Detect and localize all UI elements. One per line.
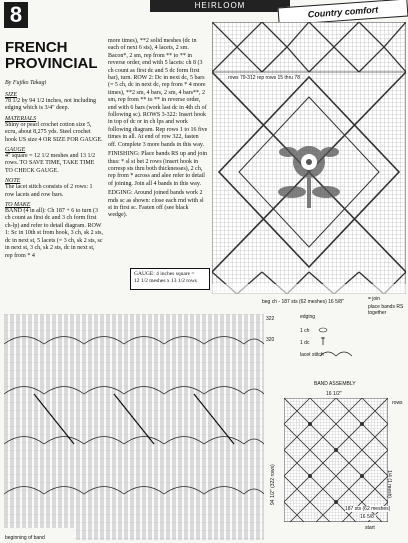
- to-make-heading: TO MAKE: [5, 202, 31, 209]
- instructions-column-2: [108, 38, 208, 220]
- beginning-chain-label: beg ch - 187 sts (62 meshes) 16 5/8": [262, 299, 344, 305]
- join-label: = join: [368, 296, 381, 302]
- rows-repeat-label: rows 79-312 rep rows 15 thru 78: [228, 75, 300, 81]
- rows-label: rows: [392, 400, 403, 406]
- assembly-height-label: 94 1/2" (322 rows): [270, 464, 276, 505]
- size-heading: SIZE: [5, 92, 17, 98]
- gauge-box-line-2: 12 1/2 meshes x 13 1/2 rows: [134, 278, 197, 284]
- section-tag: Country comfort: [278, 0, 408, 26]
- gauge-box: [130, 268, 210, 290]
- filet-chart-main: [212, 22, 406, 294]
- start-label: start: [365, 525, 375, 531]
- assembly-bottom-ref: 16 5/8": [360, 514, 376, 520]
- row-320-label: 320: [266, 337, 275, 343]
- materials-heading: MATERIALS: [5, 115, 37, 122]
- gauge-text: 4" square = 12 1/2 meshes and 13 1/2 rows. TO SAVE TIME, TAKE TIME TO CHECK GAUGE.: [5, 153, 96, 174]
- legend-lacet: lacet stitch: [300, 352, 324, 358]
- row-322-label: 322: [266, 316, 275, 322]
- assembly-bottom-width: 187 sts (62 meshes): [345, 506, 391, 512]
- legend-double-crochet: 1 dc: [300, 340, 310, 346]
- edging-label: edging: [300, 314, 316, 320]
- instructions-column-1: [5, 92, 103, 260]
- finishing-text: FINISHING: Place bands RS up and join thus: * sl st bet 2 rows (insert hook in corresp sts thru both thicknesses), 2 ch, rep from * across and alee refer to detail of joining. Join all 4 bands in this way.: [108, 151, 207, 187]
- top-banner: HEIRLOOM: [150, 0, 290, 12]
- gauge-heading: GAUGE: [5, 147, 26, 154]
- beginning-of-band-label: beginning of band: [5, 535, 45, 541]
- pattern-title: FRENCH PROVINCIAL: [5, 39, 98, 72]
- column-fraction-label: 1/4 (1 mesh): [386, 470, 392, 499]
- place-bands-label: place bands RS together: [368, 304, 404, 316]
- gauge-box-line-1: GAUGE: 4 inches square =: [134, 271, 195, 277]
- size-text: 78 1/2 by 94 1/2 inches, not including edging which is 3/4" deep.: [5, 98, 96, 112]
- materials-text: Shiny or pearl crochet cotton size 5, ecru, about 8,275 yds. Steel crochet hook US size 4 OR SIZE FOR GAUGE.: [5, 121, 103, 143]
- byline: By Fujiko Takagi: [5, 80, 47, 86]
- note-text: The lacet stitch consists of 2 rows: 1 row lacets and row bars.: [5, 184, 93, 198]
- page-number: 8: [4, 2, 28, 28]
- band-rows-text: more times), **2 solid meshes (dc in each of next 6 sts), 4 lacets, 2 sm. Bacon*, 2 sm, rep from ** to ** in reverse order, end with 5 lacets: ch 8 (3 ch count as first dc and 5 dc form first bar), turn. ROW 2: Dc in next dc, 5 bars (= 5 ch, dc in next dc, rep from * 4 more times), **2 sm, 4 bars, 2 sm, 4 bars**, 2 sm, rep from ** to ** in reverse order, end with 6 bars (work last dc in 4th ch of following sc). ROWS 3-322: Insert hook in top of dc or in ch lps and work following diagram. Rep rows 1 to 16 five times in all. At end of row 322, fasten off. Complete 3 more bands in this way.: [108, 38, 208, 148]
- edging-text: EDGING: Around joined bands work 2 rnds sc as shown: close each rnd with sl st in first sc. Fasten off (see black wedge).: [108, 190, 204, 219]
- band-assembly-title: BAND ASSEMBLY: [314, 381, 356, 387]
- detail-stitch-diagram: [4, 314, 264, 540]
- to-make-text: BAND (4 in all): Ch 187 + 6 to turn (3 ch count as first dc and 3 ch form first ch-lp) and refer to detail diagram. ROW 1: Sc in 10th st from hook, 3 ch, sk 2 sts, dc in next st, 5 lacets (= 3 ch, sk 2 sts, sc in next st, 3 ch, sk 2 sts, dc in next st, rep from * 4: [5, 208, 104, 259]
- assembly-width-label: 16 1/2": [326, 391, 342, 397]
- note-heading: NOTE: [5, 178, 21, 185]
- legend-chain: 1 ch: [300, 328, 310, 334]
- legend-symbols: [318, 326, 354, 366]
